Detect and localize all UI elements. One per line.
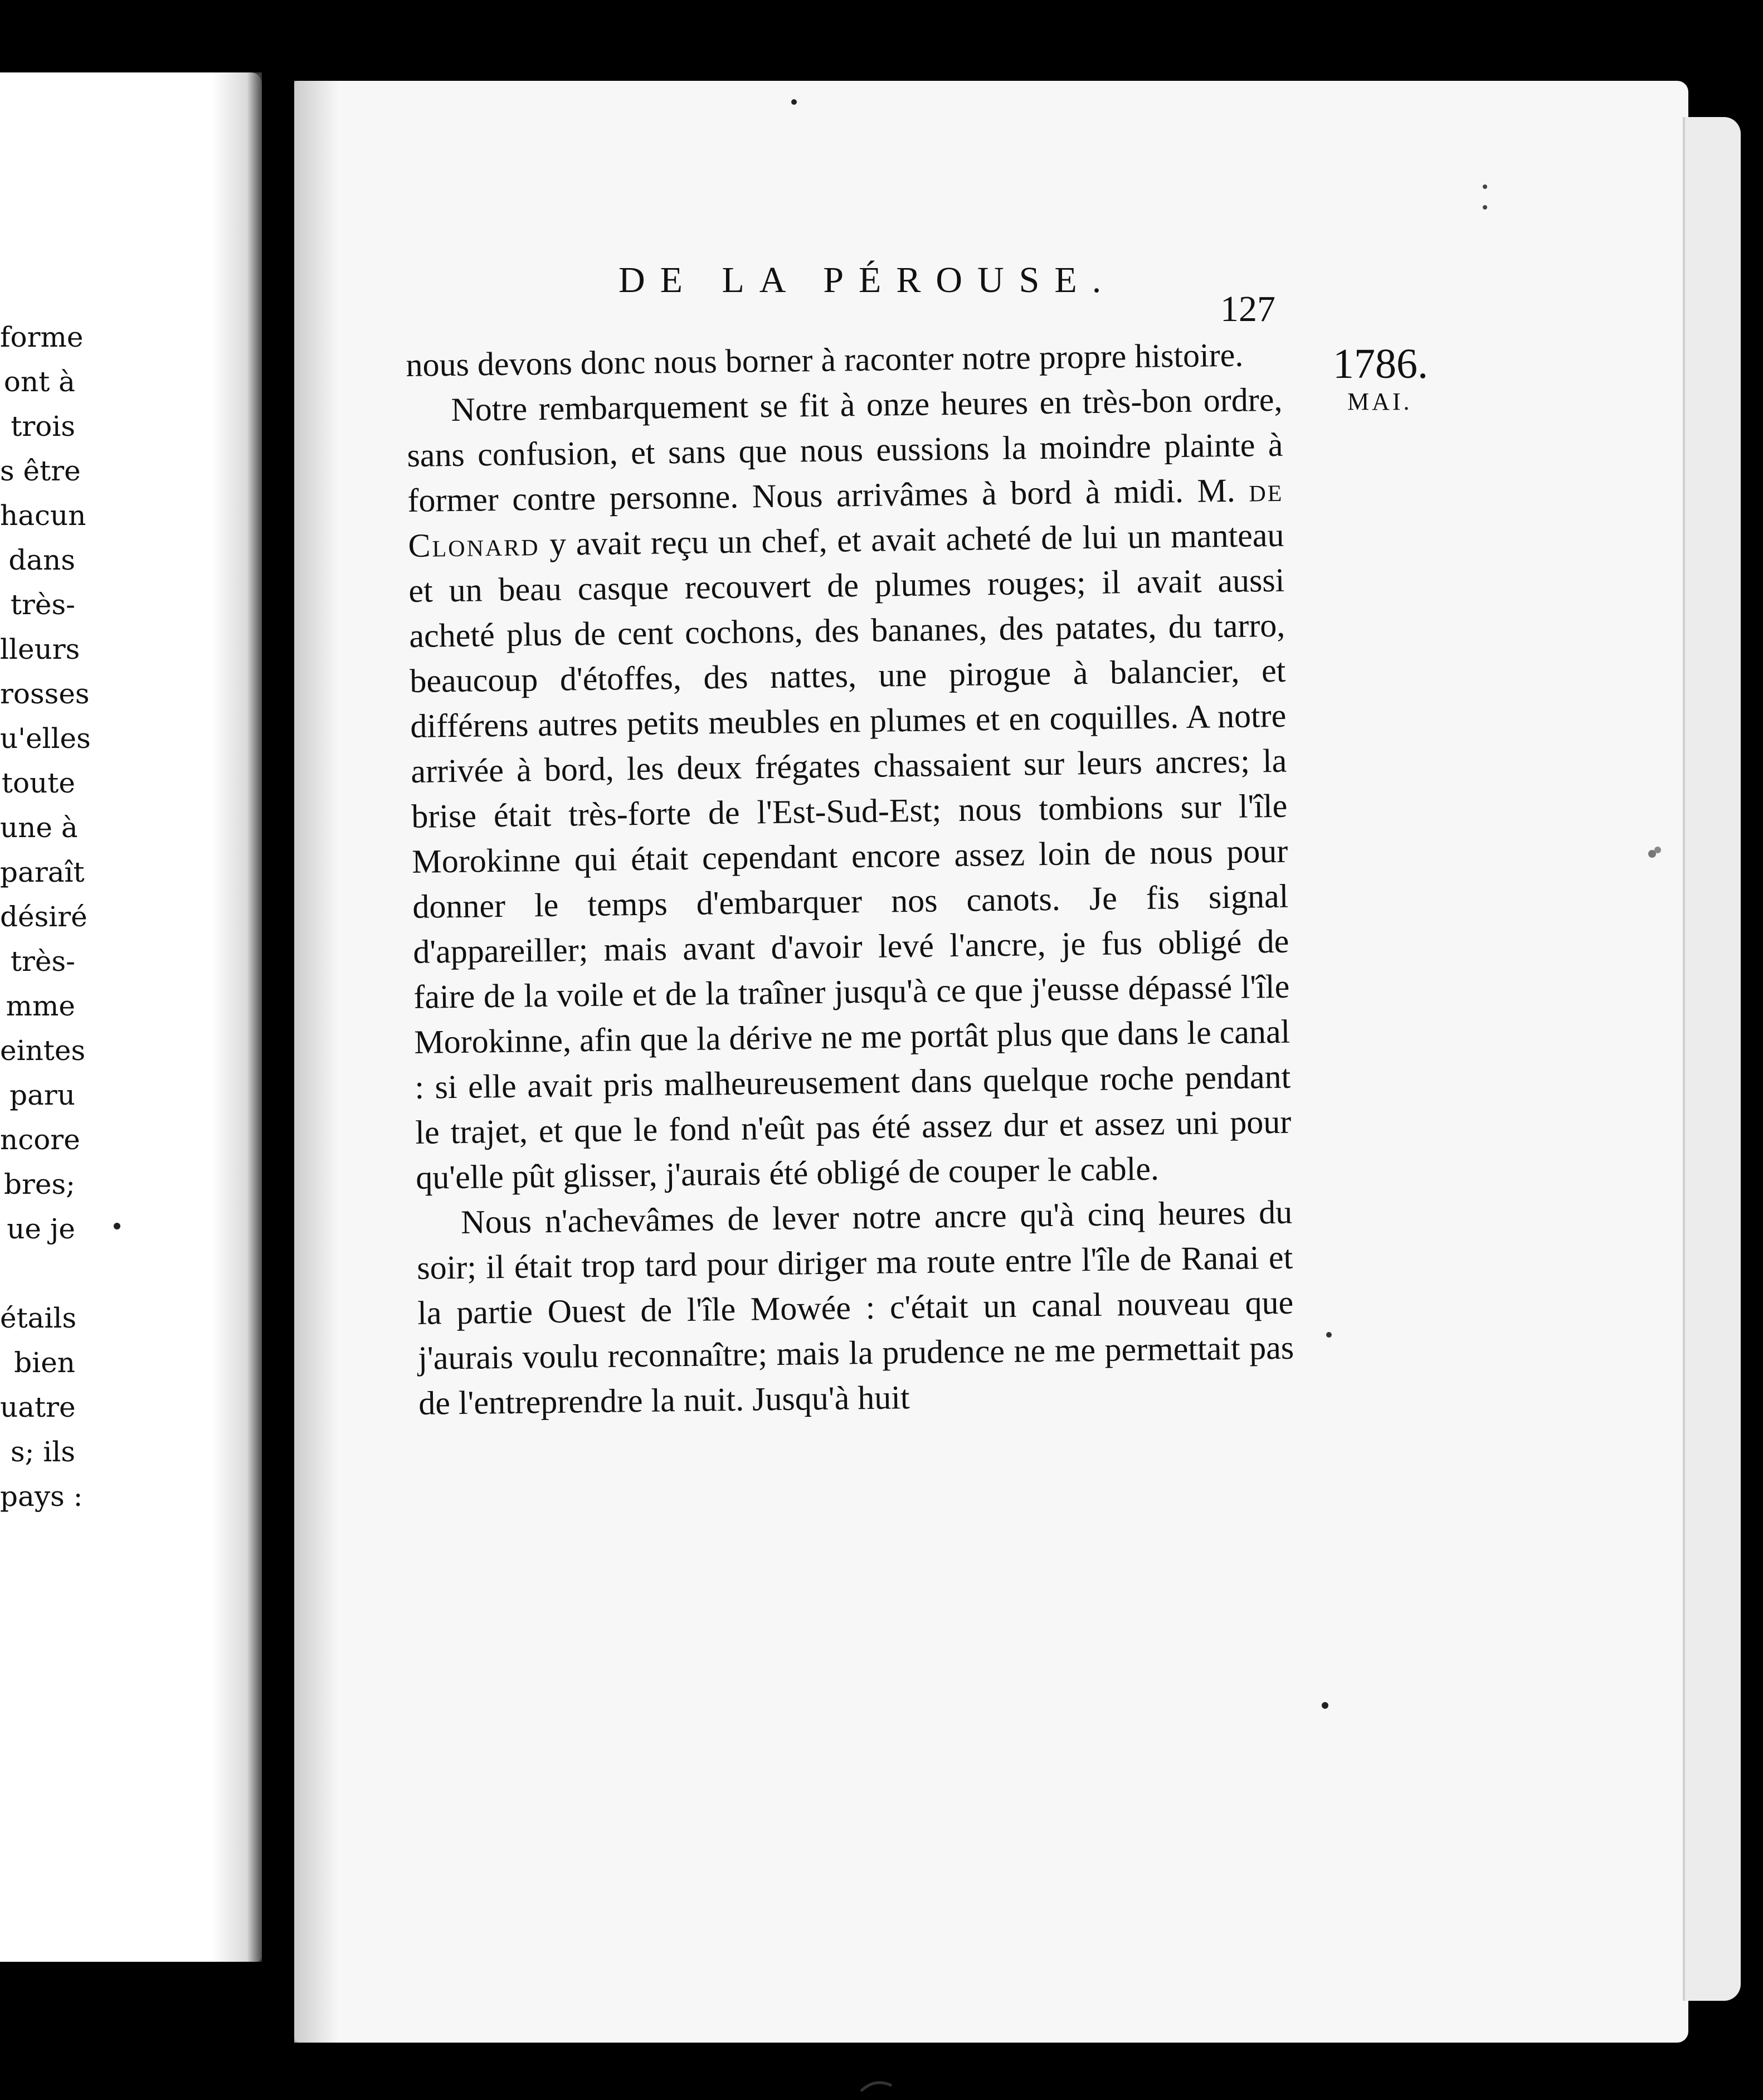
left-line: rosses (0, 678, 90, 710)
paragraph-2-rest: y avait reçu un chef, et avait acheté de lui un manteau et un beau casque recouvert de plumes rouges; il avait aussi acheté plus de cent cochons, des bananes, des patates, du tarro, beaucoup d'étoffes, des nattes, une pirogue à balancier, et différens autres petits meubles en plumes et en coquilles. A notre arrivée à bord, les deux frégates chassaient sur leurs ancres; la brise était très-forte de l'Est-Sud-Est; nous tombions sur l'île Morokinne qui était cependant encore assez loin de nous pour donner le temps d'embarquer nos canots. Je fis signal d'appareiller; mais avant d'avoir levé l'ancre, je fus obligé de faire de la voile et de la traîner jusqu'à ce que j'eusse dépassé l'île Morokinne, afin que la dérive ne me portât plus que dans le canal : si elle avait pris malheureusement dans quelque roche pendant le trajet, et que le fond n'eût pas été assez dur et assez uni pour qu'elle pût glisser, j'aurais été obligé de couper le cable. (408, 516, 1292, 1196)
left-line: une à (0, 811, 78, 844)
left-line: u'elles (0, 722, 91, 755)
left-line: bien (14, 1346, 75, 1379)
left-line: pays : (0, 1480, 83, 1513)
speck (1483, 205, 1487, 210)
left-line: trois (11, 410, 75, 443)
margin-note-month: MAI. (1347, 388, 1413, 415)
left-line: s être (0, 455, 81, 487)
left-line: ont à (3, 366, 75, 398)
margin-note-year: 1786. (1333, 341, 1428, 387)
left-line: étails (0, 1302, 77, 1334)
speck (1654, 847, 1661, 853)
speck (1326, 1332, 1332, 1338)
paragraph-3: Nous n'achevâmes de lever notre ancre qu'à cinq heures du soir; il était trop tard pour diriger ma route entre l'île de Ranai et la partie Ouest de l'île Mowée : c'était un canal nouveau que j'aurais voulu reconnaître; mais la prudence ne me permettait pas de l'entreprendre la nuit. Jusqu'à huit (416, 1193, 1294, 1422)
page-number: 127 (1220, 289, 1275, 329)
left-line: lleurs (0, 633, 80, 665)
left-line: bres; (3, 1168, 75, 1200)
left-line: ncore (0, 1124, 80, 1156)
paragraph-2-start: Notre rembarquement se fit à onze heures en très-bon ordre, sans confusion, et sans que nous eussions la moindre plainte à former contre personne. Nous arrivâmes à bord à midi. M. (407, 381, 1283, 519)
left-line: mme (6, 990, 75, 1022)
left-line: paraît (0, 856, 85, 888)
left-line: forme (0, 321, 84, 353)
left-line: uatre (0, 1391, 76, 1423)
left-line: dans (8, 544, 75, 576)
left-line: très- (10, 945, 75, 978)
speck (791, 99, 797, 105)
running-head: DE LA PÉROUSE. (618, 260, 1117, 300)
left-line: s; ils (10, 1436, 75, 1468)
left-line: ue je (7, 1213, 75, 1245)
left-line: hacun (0, 499, 86, 532)
speck (861, 2083, 892, 2091)
speck (114, 1223, 120, 1229)
person-name: de Clonard (408, 471, 1284, 564)
left-line: eintes (0, 1034, 86, 1067)
left-line: désiré (0, 901, 87, 933)
left-line: paru (9, 1079, 75, 1111)
speck (1322, 1702, 1328, 1709)
left-line: très- (10, 589, 75, 621)
speck (1483, 184, 1487, 189)
left-line: toute (1, 767, 75, 799)
paragraph-1: nous devons donc nous borner à raconter notre propre histoire. (406, 336, 1244, 383)
